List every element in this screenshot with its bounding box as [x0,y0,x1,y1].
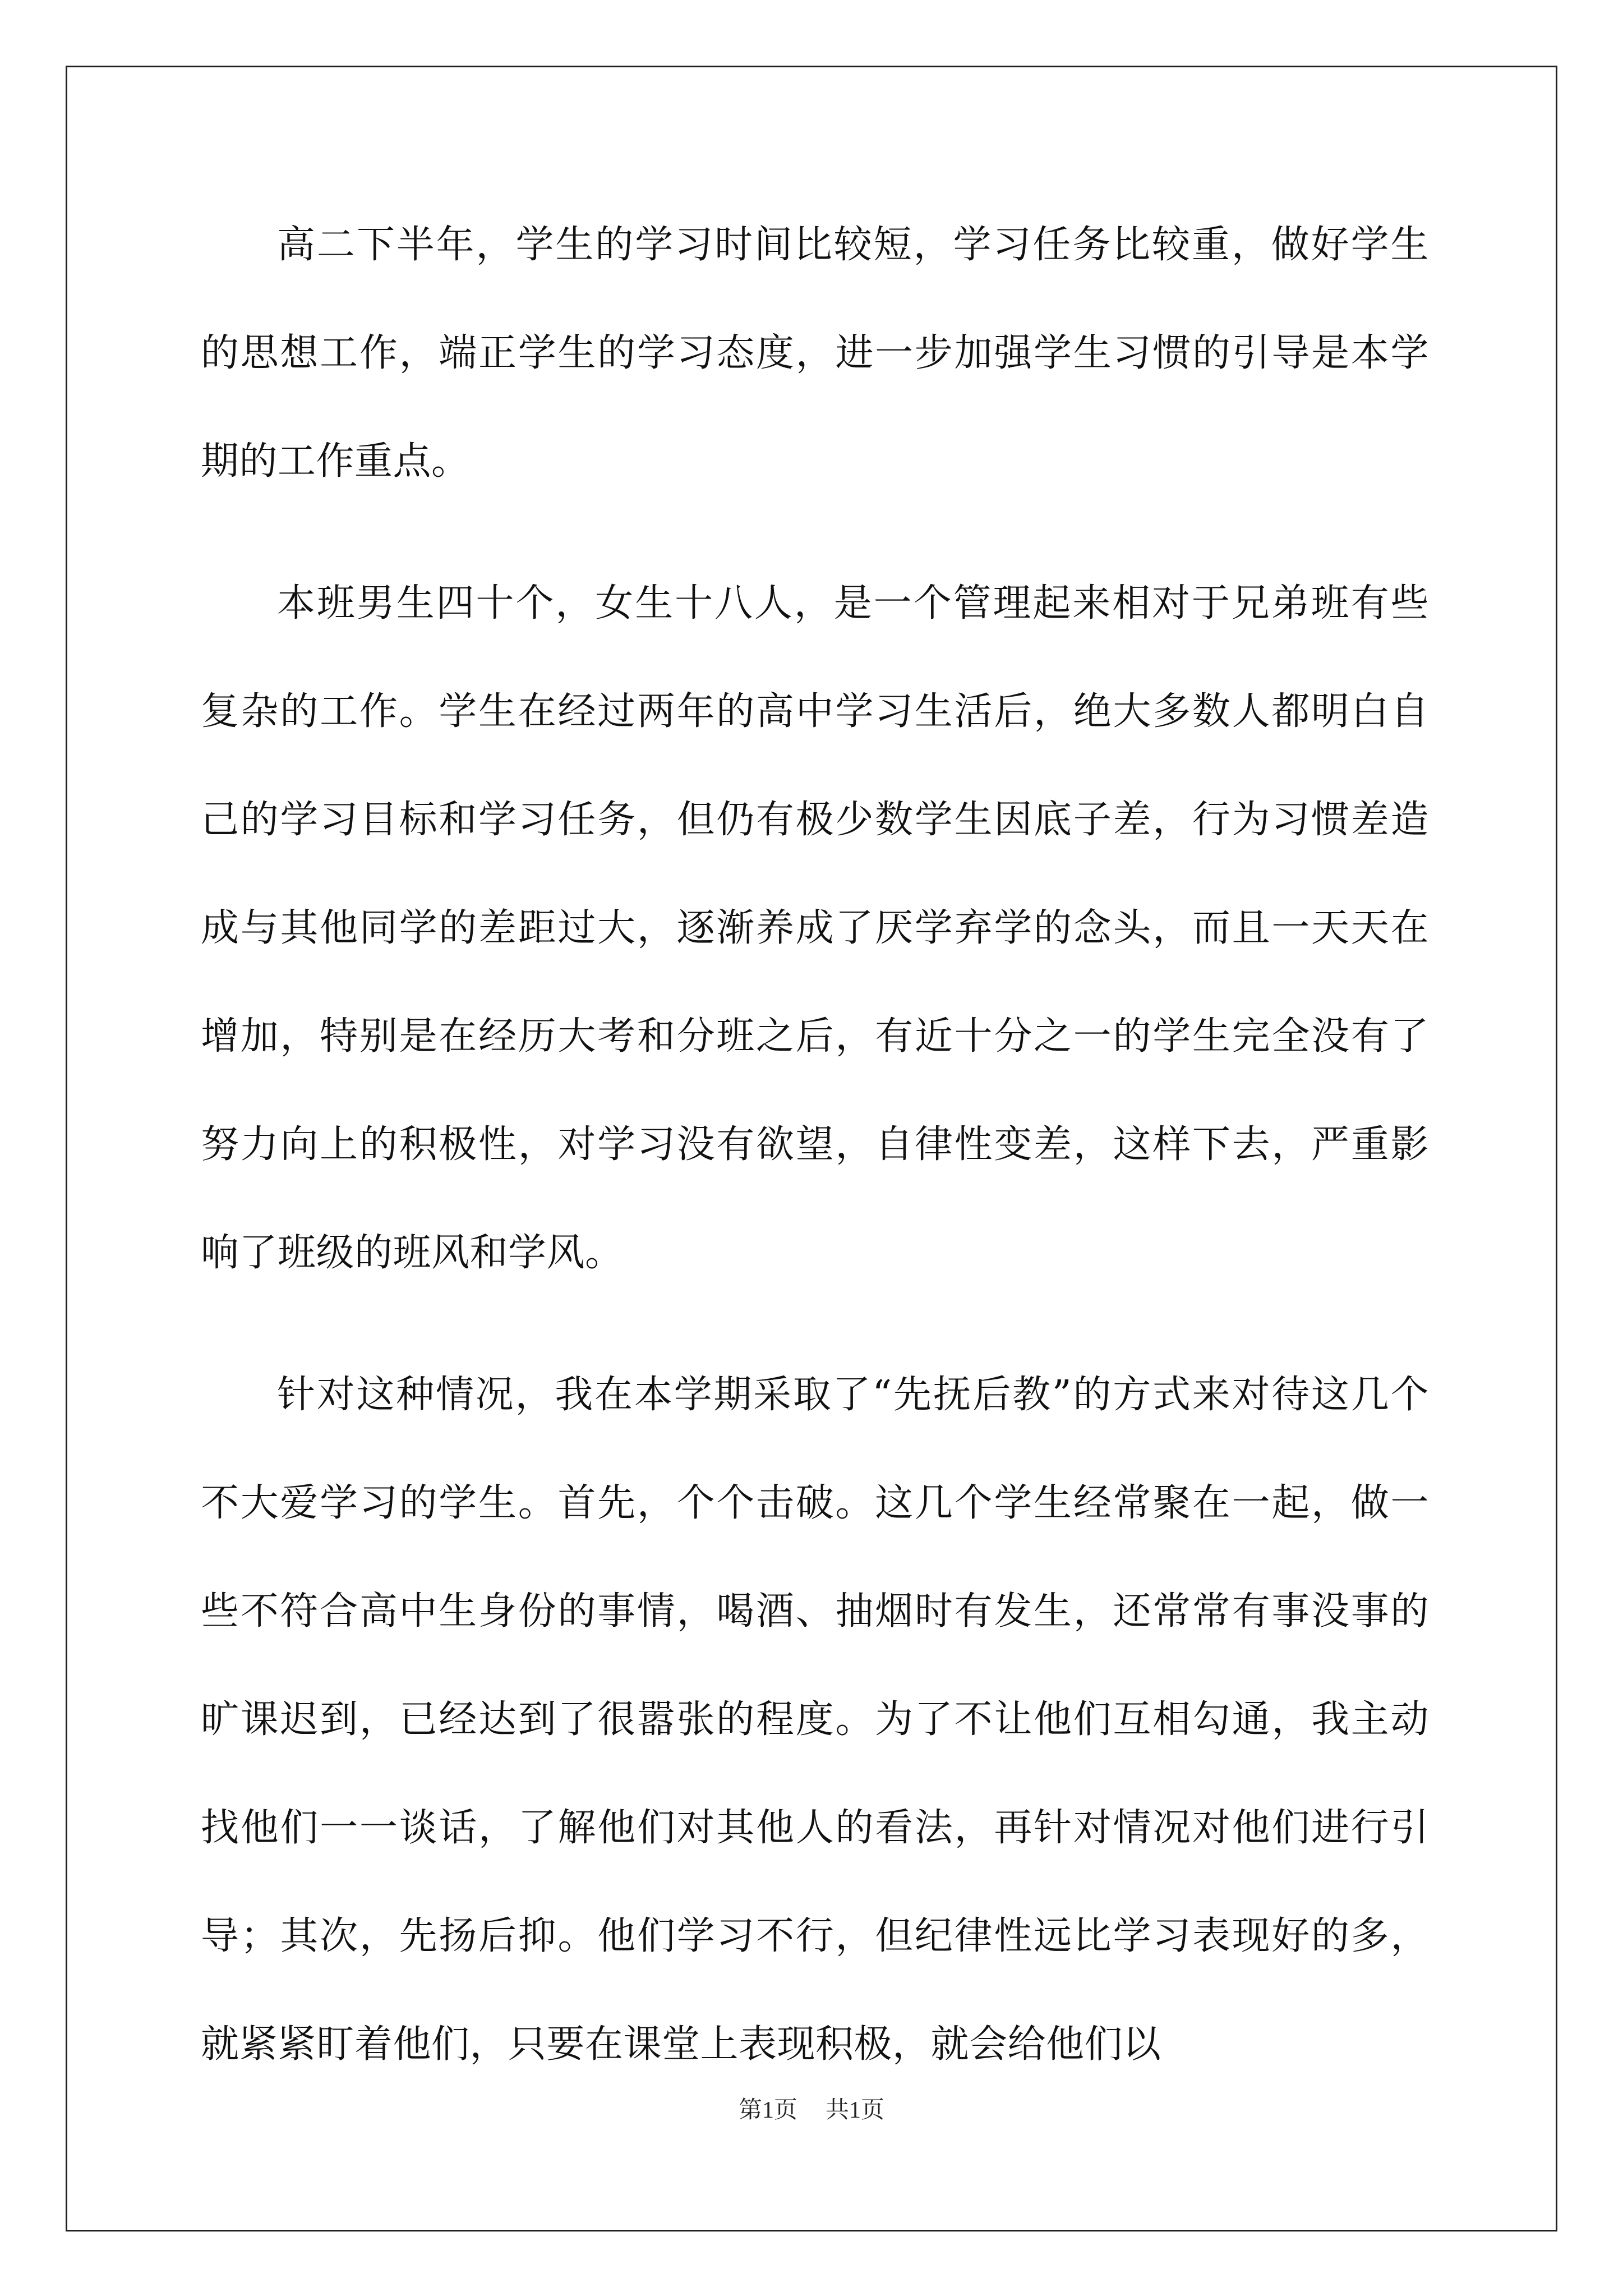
page-number: 第1页 [738,2097,797,2123]
paragraph-1: 高二下半年，学生的学习时间比较短，学习任务比较重，做好学生的思想工作，端正学生的学习态度，进一步加强学生习惯的引导是本学期的工作重点。 [201,223,1429,484]
paragraph-3: 针对这种情况，我在本学期采取了“先抚后教”的方式来对待这几个不大爱学习的学生。首先，个个击破。这几个学生经常聚在一起，做一些不符合高中生身份的事情，喝酒、抽烟时有发生，还常常有事没事的旷课迟到，已经达到了很嚣张的程度。为了不让他们互相勾通，我主动找他们一一谈话，了解他们对其他人的看法，再针对情况对他们进行引导；其次，先扬后抑。他们学习不行，但纪律性远比学习表现好的多，就紧紧盯着他们，只要在课堂上表现积极，就会给他们以 [201,1373,1429,2067]
page-footer [0,2091,1623,2125]
page-total: 共1页 [826,2097,885,2123]
paragraph-2: 本班男生四十个，女生十八人，是一个管理起来相对于兄弟班有些复杂的工作。学生在经过两年的高中学习生活后，绝大多数人都明白自己的学习目标和学习任务，但仍有极少数学生因底子差，行为习惯差造成与其他同学的差距过大，逐渐养成了厌学弃学的念头，而且一天天在增加，特别是在经历大考和分班之后，有近十分之一的学生完全没有了努力向上的积极性，对学习没有欲望，自律性变差，这样下去，严重影响了班级的班风和学风。 [201,581,1429,1275]
document-body [201,191,1429,2132]
